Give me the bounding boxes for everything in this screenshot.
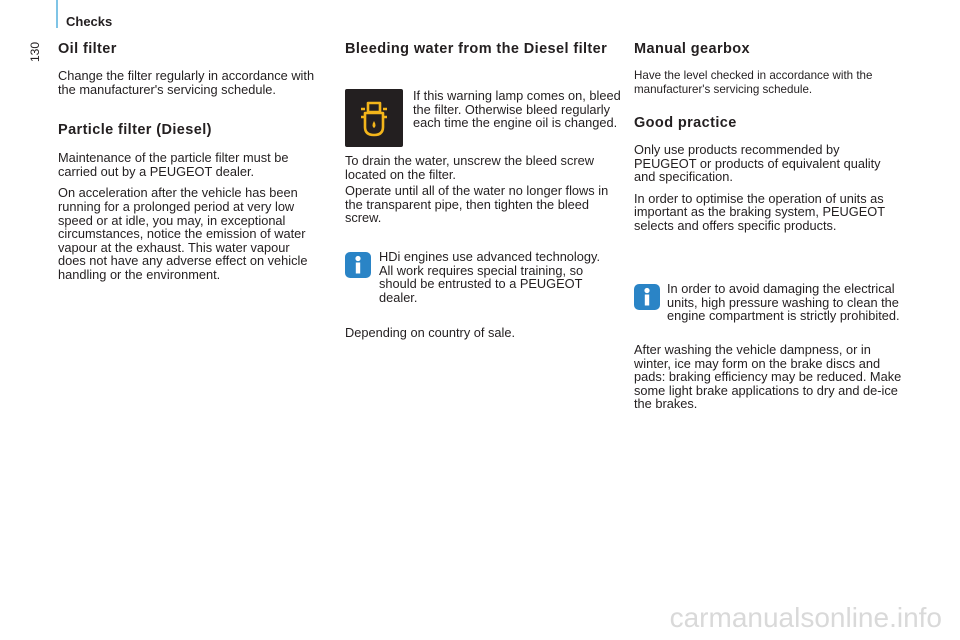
column-middle — [345, 42, 620, 362]
washing-text: After washing the vehicle dampness, or in winter, ice may form on the brake discs and pads: braking efficiency may be reduced. Make some light brake applications to dry and de-ice the brakes. — [634, 342, 902, 412]
lamp-text: If this warning lamp comes on, bleed the filter. Otherwise bleed regularly each time the engine oil is changed. — [413, 88, 621, 131]
country-footnote: Depending on country of sale. — [345, 325, 516, 340]
bleeding-p2: Operate until all of the water no longer flows in the transparent pipe, then tighten the bleed screw. — [345, 183, 609, 226]
particle-filter-title: Particle filter (Diesel) — [58, 122, 212, 139]
section-label: Checks — [66, 14, 113, 29]
header-accent-bar — [56, 0, 58, 28]
oil-filter-text: Change the filter regularly in accordance with the manufacturer's servicing schedule. — [58, 68, 315, 97]
page-number: 130 — [28, 41, 42, 62]
bleeding-p1: To drain the water, unscrew the bleed screw located on the filter. — [345, 153, 594, 182]
washing-info-text: In order to avoid damaging the electrical units, high pressure washing to clean the engine compartment is strictly prohibited. — [667, 281, 900, 324]
hdi-info-text — [345, 250, 613, 304]
oil-filter-title: Oil filter — [58, 41, 117, 57]
gearbox-title: Manual gearbox — [634, 41, 750, 57]
particle-filter-p1: Maintenance of the particle filter must be carried out by a PEUGEOT dealer. — [58, 150, 289, 179]
good-practice-p2: In order to optimise the operation of units as important as the braking system, PEUGEOT selects and offers specific products. — [634, 190, 885, 233]
particle-filter-p2: On acceleration after the vehicle has been running for a prolonged period at very low speed or at idle, you may, in exceptional circumstances, notice the emission of water vapour at the exhaust. This water vapour does not have any adverse effect on vehicle handling or the environment. — [58, 185, 308, 282]
diesel-filter-water-icon — [345, 89, 403, 147]
good-practice-title: Good practice — [634, 115, 737, 131]
bleeding-title: Bleeding water from the Diesel filter — [345, 41, 608, 57]
gearbox-text: Have the level checked in accordance with the manufacturer's servicing schedule. — [634, 69, 873, 96]
info-icon-2 — [634, 284, 660, 310]
column-left — [58, 42, 320, 282]
column-right — [634, 42, 904, 442]
hdi-info-line: HDi engines use advanced technology. All work requires special training, so should be entrusted to a PEUGEOT dealer. — [379, 249, 601, 305]
watermark: carmanualsonline.info — [669, 602, 942, 633]
good-practice-p1: Only use products recommended by PEUGEOT or products of equivalent quality and specification. — [634, 142, 881, 185]
